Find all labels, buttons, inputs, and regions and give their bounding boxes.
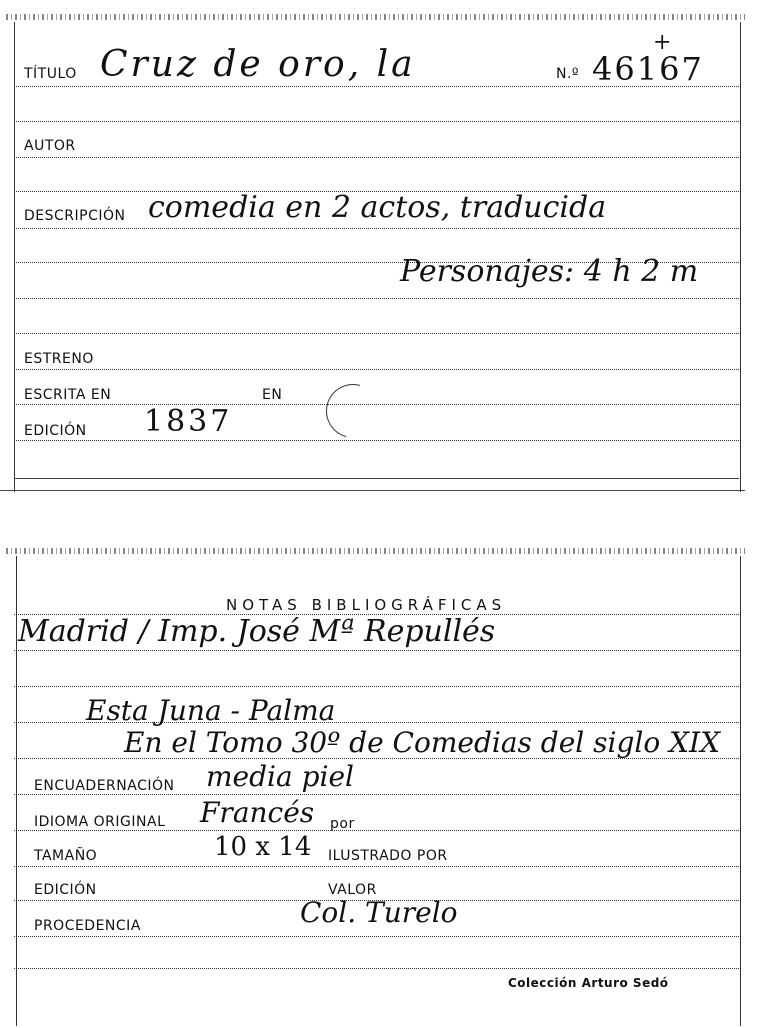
descripcion-label: DESCRIPCIÓN	[24, 208, 126, 224]
card-top-edge	[6, 14, 745, 20]
rule-line	[14, 968, 739, 969]
card-bottom-edge	[0, 490, 745, 491]
rule-line	[14, 333, 739, 334]
procedencia-label: PROCEDENCIA	[34, 918, 141, 934]
tamano-label: TAMAÑO	[34, 848, 98, 864]
titulo-label: TÍTULO	[24, 66, 77, 82]
encuadernacion-value: media piel	[206, 760, 354, 793]
note-line-3: En el Tomo 30º de Comedias del siglo XIX	[124, 726, 721, 759]
rule-line	[14, 830, 739, 831]
rule-line	[14, 121, 739, 122]
procedencia-value: Col. Turelo	[300, 896, 458, 929]
por-label: por	[330, 816, 355, 832]
tamano-value: 10 x 14	[214, 832, 312, 862]
rule-line	[14, 228, 739, 229]
idioma-value: Francés	[200, 796, 315, 829]
card-top-edge	[6, 548, 745, 554]
card-left-border	[16, 556, 17, 1026]
rule-line	[14, 794, 739, 795]
descripcion-value: comedia en 2 actos, traducida	[148, 190, 607, 225]
notas-heading: NOTAS BIBLIOGRÁFICAS	[226, 596, 507, 614]
rule-line	[14, 478, 739, 479]
edicion-label-back: EDICIÓN	[34, 882, 97, 898]
card-right-border	[740, 22, 741, 492]
stamp-circle	[316, 374, 390, 448]
idioma-label: IDIOMA ORIGINAL	[34, 814, 166, 830]
rule-line	[14, 369, 739, 370]
card-left-border	[14, 22, 15, 492]
catalog-card-back	[0, 540, 759, 1028]
rule-line	[14, 686, 739, 687]
note-line-1: Madrid / Imp. José Mª Repullés	[18, 614, 496, 649]
rule-line	[14, 440, 739, 441]
rule-line	[14, 936, 739, 937]
valor-label: VALOR	[328, 882, 377, 898]
rule-line	[14, 650, 739, 651]
cross-mark: +	[653, 30, 672, 55]
catalog-card-front	[0, 0, 759, 500]
edicion-label: EDICIÓN	[24, 423, 87, 439]
rule-line	[14, 866, 739, 867]
edicion-value: 1837	[144, 404, 233, 439]
encuadernacion-label: ENCUADERNACIÓN	[34, 778, 175, 794]
numero-value: 46167	[592, 50, 704, 88]
en-label: EN	[262, 387, 283, 403]
rule-line	[14, 298, 739, 299]
rule-line	[14, 157, 739, 158]
titulo-value: Cruz de oro, la	[100, 44, 416, 85]
escrita-label: ESCRITA EN	[24, 387, 112, 403]
estreno-label: ESTRENO	[24, 351, 94, 367]
collection-credit: Colección Arturo Sedó	[508, 976, 669, 990]
ilustrado-label: ILUSTRADO POR	[328, 848, 448, 864]
card-right-border	[740, 556, 741, 1026]
autor-label: AUTOR	[24, 138, 76, 154]
numero-label: N.º	[556, 66, 580, 82]
personajes-value: Personajes: 4 h 2 m	[400, 254, 699, 289]
note-line-2: Esta Juna - Palma	[86, 694, 336, 727]
